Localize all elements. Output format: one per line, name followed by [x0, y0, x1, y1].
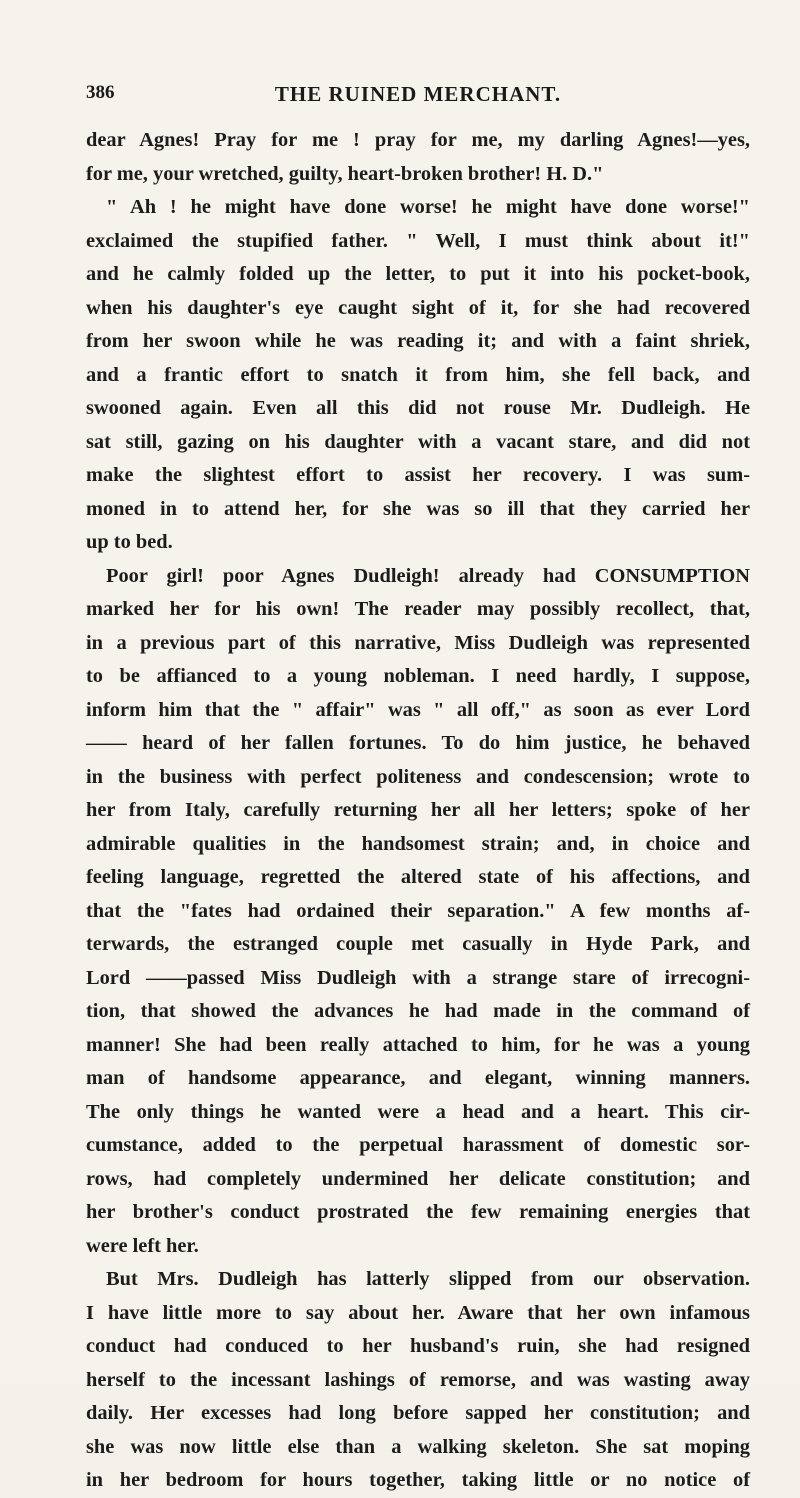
running-head	[86, 82, 750, 112]
text-line: " Ah ! he might have done worse! he might have done worse!"	[106, 196, 750, 218]
text-line: man of handsome appearance, and elegant, winning manners.	[86, 1067, 750, 1089]
text-line: and he calmly folded up the letter, to put it into his pocket-book,	[86, 263, 750, 285]
text-line: when his daughter's eye caught sight of it, for she had recovered	[86, 296, 750, 319]
text-line: up to bed.	[86, 531, 173, 553]
text-line: Lord ——passed Miss Dudleigh with a strange stare of irrecogni-	[86, 966, 750, 989]
text-line: and a frantic effort to snatch it from him, she fell back, and	[86, 363, 750, 386]
text-line: daily. Her excesses had long before sapped her constitution; and	[86, 1402, 750, 1424]
text-line: feeling language, regretted the altered state of his affections, and	[86, 866, 750, 888]
text-line: The only things he wanted were a head and a heart. This cir-	[86, 1100, 750, 1123]
text-line: her from Italy, carefully returning her all her letters; spoke of her	[86, 799, 750, 821]
text-line: moned in to attend her, for she was so ill that they carried her	[86, 497, 750, 520]
body-text	[86, 124, 750, 1498]
text-line: swooned again. Even all this did not rouse Mr. Dudleigh. He	[86, 397, 750, 419]
text-line: I have little more to say about her. Aware that her own infamous	[86, 1301, 750, 1324]
text-line: inform him that the " affair" was " all off," as soon as ever Lord	[86, 698, 750, 721]
running-title: THE RUINED MERCHANT.	[274, 82, 562, 106]
text-line: in a previous part of this narrative, Miss Dudleigh was represented	[86, 631, 750, 654]
text-line: in her bedroom for hours together, taking little or no notice of	[86, 1469, 750, 1491]
text-line: her brother's conduct prostrated the few remaining energies that	[86, 1201, 750, 1223]
text-line: admirable qualities in the handsomest strain; and, in choice and	[86, 832, 750, 855]
text-line: sat still, gazing on his daughter with a vacant stare, and did not	[86, 430, 750, 453]
text-line: make the slightest effort to assist her recovery. I was sum-	[86, 464, 750, 486]
text-line: from her swoon while he was reading it; and with a faint shriek,	[86, 330, 750, 352]
text-line: that the "fates had ordained their separation." A few months af-	[86, 899, 750, 922]
text-line: cumstance, added to the perpetual harassment of domestic sor-	[86, 1134, 750, 1156]
text-line: conduct had conduced to her husband's ruin, she had resigned	[86, 1335, 750, 1357]
text-line: tion, that showed the advances he had made in the command of	[86, 1000, 750, 1022]
text-line: terwards, the estranged couple met casually in Hyde Park, and	[86, 933, 750, 955]
text-line: marked her for his own! The reader may possibly recollect, that,	[86, 598, 750, 620]
text-line: But Mrs. Dudleigh has latterly slipped from our observation.	[106, 1268, 750, 1290]
text-line: manner! She had been really attached to him, for he was a young	[86, 1033, 750, 1056]
text-line: were left her.	[86, 1234, 199, 1257]
text-line: in the business with perfect politeness and condescension; wrote to	[86, 765, 750, 788]
text-line: —— heard of her fallen fortunes. To do him justice, he behaved	[86, 732, 750, 754]
text-line: she was now little else than a walking skeleton. She sat moping	[86, 1435, 750, 1458]
text-line: herself to the incessant lashings of remorse, and was wasting away	[86, 1368, 750, 1391]
page-number: 386	[86, 82, 115, 103]
text-line: Poor girl! poor Agnes Dudleigh! already had CONSUMPTION	[106, 564, 750, 587]
text-line: for me, your wretched, guilty, heart-broken brother! H. D."	[86, 162, 604, 185]
text-line: exclaimed the stupified father. " Well, I must think about it!"	[86, 229, 750, 252]
text-line: to be affianced to a young nobleman. I need hardly, I suppose,	[86, 665, 750, 687]
text-line: dear Agnes! Pray for me ! pray for me, my darling Agnes!—yes,	[86, 129, 750, 151]
text-line: rows, had completely undermined her delicate constitution; and	[86, 1167, 750, 1190]
